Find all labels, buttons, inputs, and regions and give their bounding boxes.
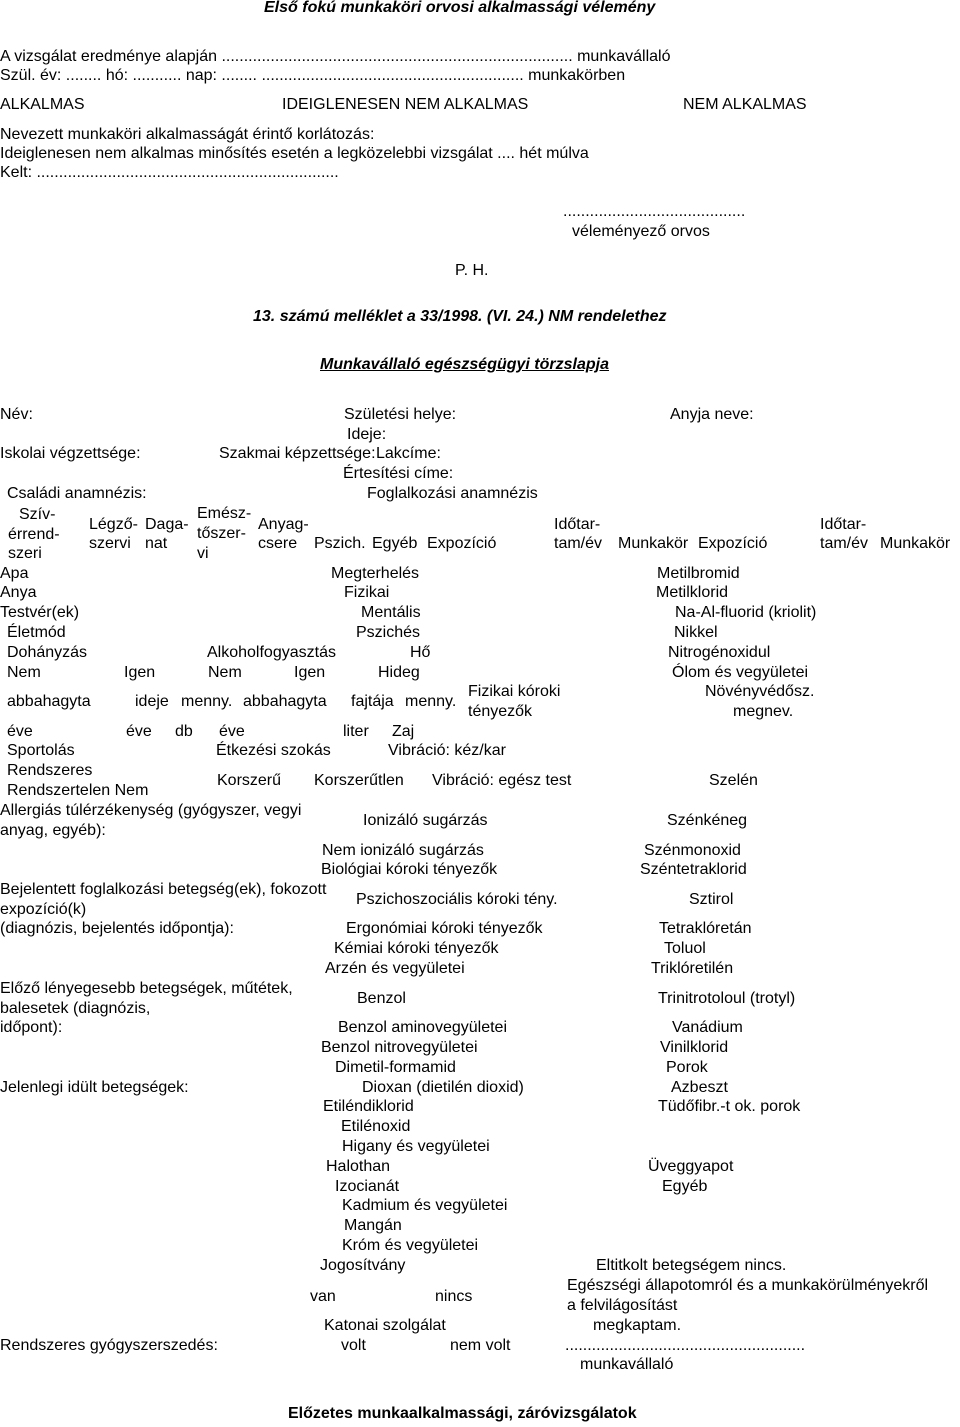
option-temp-unfit: IDEIGLENESEN NEM ALKALMAS	[282, 96, 529, 113]
consent-signature-dots: ......................................................	[565, 1337, 806, 1354]
consent-line-1: Eltitkolt betegségem nincs.	[596, 1257, 787, 1274]
load-label: Megterhelés	[331, 565, 420, 582]
col-digestive-3: vi	[197, 545, 209, 562]
alcohol-quit: abbahagyta	[243, 693, 327, 710]
ethylene-dichloride-label: Etiléndiklorid	[323, 1098, 414, 1115]
alcohol-no: Nem	[208, 664, 242, 681]
col-psych: Pszich.	[314, 535, 366, 552]
appendix-title: 13. számú melléklet a 33/1998. (VI. 24.) NM rendelethez	[253, 308, 667, 325]
doctor-label: véleményező orvos	[572, 223, 710, 240]
notice-address-label: Értesítési címe:	[343, 465, 454, 482]
benzene-amino-label: Benzol aminovegyületei	[338, 1019, 507, 1036]
isocyanate-label: Izocianát	[335, 1178, 400, 1195]
temporary-label: Ideiglenesen nem alkalmas minősítés esetén a legközelebbi vizsgálat .... hét múlva	[0, 145, 589, 162]
vibration-hand-label: Vibráció: kéz/kar	[388, 742, 506, 759]
non-ionizing-label: Nem ionizáló sugárzás	[322, 842, 484, 859]
nitrous-oxide-label: Nitrogénoxidul	[668, 644, 771, 661]
pesticide-label: Növényvédősz.	[705, 683, 815, 700]
chronic-illness-label: Jelenlegi idült betegségek:	[0, 1079, 189, 1096]
occupational-history-label: Foglalkozási anamnézis	[367, 485, 538, 502]
father-label: Apa	[0, 565, 29, 582]
mercury-label: Higany és vegyületei	[342, 1138, 490, 1155]
physical-label: Fizikai	[344, 584, 390, 601]
chromium-label: Króm és vegyületei	[342, 1237, 479, 1254]
col-other: Egyéb	[372, 535, 418, 552]
alcohol-yes: Igen	[294, 664, 326, 681]
military-no: nem volt	[450, 1337, 511, 1354]
alcohol-amount: menny.	[405, 693, 457, 710]
employee-label: munkavállaló	[580, 1356, 674, 1373]
alcohol-liter: liter	[343, 723, 369, 740]
nickel-label: Nikkel	[674, 624, 718, 641]
birth-line: Szül. év: ........ hó: ........... nap: ........ ........................................................... munkakörben	[0, 67, 626, 84]
result-line: A vizsgálat eredménye alapján ............................................................................... munkavállaló	[0, 48, 671, 65]
allergy-label-2: anyag, egyéb):	[0, 822, 106, 839]
col-cardio: Szív-	[19, 506, 56, 523]
eating-outdated: Korszerűtlen	[314, 772, 404, 789]
time-label: Ideje:	[347, 426, 387, 443]
sport-irregular: Rendszertelen Nem	[7, 782, 149, 799]
carbon-tetrachloride-label: Széntetraklorid	[640, 861, 747, 878]
physical-factors-label-2: tényezők	[468, 703, 533, 720]
col-metabolic: Anyag-	[258, 516, 309, 533]
smoking-yes: Igen	[124, 664, 156, 681]
col-tumor-2: nat	[145, 535, 168, 552]
birthplace-label: Születési helye:	[344, 406, 457, 423]
section-title: Munkavállaló egészségügyi törzslapja	[320, 356, 609, 373]
pesticide-name-label: megnev.	[733, 703, 794, 720]
tetrachloroethane-label: Tetraklóretán	[659, 920, 752, 937]
asbestos-label: Azbeszt	[671, 1079, 728, 1096]
smoking-label: Dohányzás	[7, 644, 88, 661]
selenium-label: Szelén	[709, 772, 758, 789]
option-fit: ALKALMAS	[0, 96, 85, 113]
page-title: Első fokú munkaköri orvosi alkalmassági vélemény	[264, 0, 656, 16]
mother-row-label: Anya	[0, 584, 37, 601]
trichloroethylene-label: Triklóretilén	[651, 960, 734, 977]
smoking-no: Nem	[7, 664, 41, 681]
sport-label: Sportolás	[7, 742, 75, 759]
psychosocial-label: Pszichoszociális kóroki tény.	[356, 891, 558, 908]
mother-label: Anyja neve:	[670, 406, 754, 423]
consent-line-2: Egészségi állapotomról és a munkakörülményekről	[567, 1277, 929, 1294]
halothane-label: Halothan	[326, 1158, 391, 1175]
psychic-label: Pszichés	[356, 624, 421, 641]
siblings-label: Testvér(ek)	[0, 604, 80, 621]
manganese-label: Mangán	[344, 1217, 402, 1234]
physical-factors-label: Fizikai kóroki	[468, 683, 561, 700]
dmf-label: Dimetil-formamid	[335, 1059, 456, 1076]
previous-illness-label-3: időpont):	[0, 1019, 63, 1036]
vanadium-label: Vanádium	[672, 1019, 743, 1036]
col-exposure-1: Expozíció	[427, 535, 497, 552]
ergonomic-label: Ergonómiai kóroki tényezők	[346, 920, 543, 937]
col-duration-1: Időtar-	[554, 516, 601, 533]
smoking-amount: menny.	[181, 693, 233, 710]
tnt-label: Trinitrotoloul (trotyl)	[658, 990, 796, 1007]
col-respiratory-2: szervi	[89, 535, 131, 552]
col-tumor: Daga-	[145, 516, 189, 533]
lifestyle-label: Életmód	[7, 624, 66, 641]
lead-label: Ólom és vegyületei	[672, 664, 809, 681]
col-duration-1b: tam/év	[554, 535, 603, 552]
previous-illness-label: Előző lényegesebb betegségek, műtétek,	[0, 980, 293, 997]
cadmium-label: Kadmium és vegyületei	[342, 1197, 508, 1214]
ionizing-label: Ionizáló sugárzás	[363, 812, 488, 829]
col-duration-2b: tam/év	[820, 535, 869, 552]
license-label: Jogosítvány	[320, 1257, 406, 1274]
stamp-label: P. H.	[455, 262, 489, 279]
glass-wool-label: Üveggyapot	[648, 1158, 734, 1175]
smoking-pieces: db	[175, 723, 193, 740]
military-yes: volt	[341, 1337, 366, 1354]
license-yes: van	[310, 1288, 336, 1305]
alcohol-label: Alkoholfogyasztás	[207, 644, 336, 661]
alcohol-years: éve	[219, 723, 245, 740]
reported-disease-label-3: (diagnózis, bejelentés időpontja):	[0, 920, 234, 937]
benzene-label: Benzol	[357, 990, 406, 1007]
family-history-label: Családi anamnézis:	[7, 485, 147, 502]
address-label: Lakcíme:	[376, 445, 441, 462]
name-label: Név:	[0, 406, 33, 423]
benzene-nitro-label: Benzol nitrovegyületei	[321, 1039, 478, 1056]
smoking-quit: abbahagyta	[7, 693, 91, 710]
smoking-duration: ideje	[135, 693, 169, 710]
smoking-years-1: éve	[7, 723, 33, 740]
arsenic-label: Arzén és vegyületei	[325, 960, 465, 977]
cryolite-label: Na-Al-fluorid (kriolit)	[675, 604, 817, 621]
profession-label: Szakmai képzettsége:	[219, 445, 376, 462]
signature-dots: .........................................	[563, 203, 746, 220]
eating-modern: Korszerű	[217, 772, 282, 789]
allergy-label: Allergiás túlérzékenység (gyógyszer, vegyi	[0, 802, 302, 819]
fibrogenic-dusts-label: Tüdőfibr.-t ok. porok	[658, 1098, 801, 1115]
col-cardio-2: érrend-	[8, 526, 60, 543]
school-label: Iskolai végzettsége:	[0, 445, 141, 462]
smoking-years-2: éve	[126, 723, 152, 740]
styrene-label: Sztirol	[689, 891, 734, 908]
heat-label: Hő	[410, 644, 431, 661]
col-job-2: Munkakör	[880, 535, 951, 552]
consent-line-4: megkaptam.	[593, 1317, 682, 1334]
cold-label: Hideg	[378, 664, 420, 681]
col-respiratory: Légző-	[89, 516, 138, 533]
col-cardio-3: szeri	[8, 545, 42, 562]
col-digestive: Emész-	[197, 505, 252, 522]
methyl-bromide-label: Metilbromid	[657, 565, 740, 582]
col-duration-2: Időtar-	[820, 516, 867, 533]
license-no: nincs	[435, 1288, 473, 1305]
reported-disease-label: Bejelentett foglalkozási betegség(ek), fokozott	[0, 881, 327, 898]
restriction-label: Nevezett munkaköri alkalmasságát érintő korlátozás:	[0, 126, 375, 143]
col-exposure-2: Expozíció	[698, 535, 768, 552]
carbon-disulfide-label: Szénkéneg	[667, 812, 748, 829]
methyl-chloride-label: Metilklorid	[656, 584, 729, 601]
consent-line-3: a felvilágosítást	[567, 1297, 678, 1314]
reported-disease-label-2: expozíció(k)	[0, 901, 87, 918]
footer-title: Előzetes munkaalkalmassági, záróvizsgálatok	[288, 1405, 637, 1422]
option-unfit: NEM ALKALMAS	[683, 96, 807, 113]
ethylene-oxide-label: Etilénoxid	[341, 1118, 411, 1135]
toluene-label: Toluol	[664, 940, 706, 957]
other-label: Egyéb	[662, 1178, 708, 1195]
chemical-label: Kémiai kóroki tényezők	[334, 940, 499, 957]
date-label: Kelt: ....................................................................	[0, 164, 339, 181]
vibration-body-label: Vibráció: egész test	[432, 772, 572, 789]
carbon-monoxide-label: Szénmonoxid	[644, 842, 741, 859]
military-label: Katonai szolgálat	[324, 1317, 446, 1334]
sport-regular: Rendszeres	[7, 762, 93, 779]
previous-illness-label-2: balesetek (diagnózis,	[0, 1000, 151, 1017]
mental-label: Mentális	[361, 604, 421, 621]
dusts-label: Porok	[666, 1059, 708, 1076]
dioxane-label: Dioxan (dietilén dioxid)	[362, 1079, 524, 1096]
vinyl-chloride-label: Vinilklorid	[660, 1039, 729, 1056]
medication-label: Rendszeres gyógyszerszedés:	[0, 1337, 218, 1354]
col-job-1: Munkakör	[618, 535, 689, 552]
biological-label: Biológiai kóroki tényezők	[321, 861, 498, 878]
alcohol-type: fajtája	[351, 693, 394, 710]
col-digestive-2: tőszer-	[197, 525, 246, 542]
eating-label: Étkezési szokás	[216, 742, 331, 759]
noise-label: Zaj	[392, 723, 415, 740]
col-metabolic-2: csere	[258, 535, 298, 552]
